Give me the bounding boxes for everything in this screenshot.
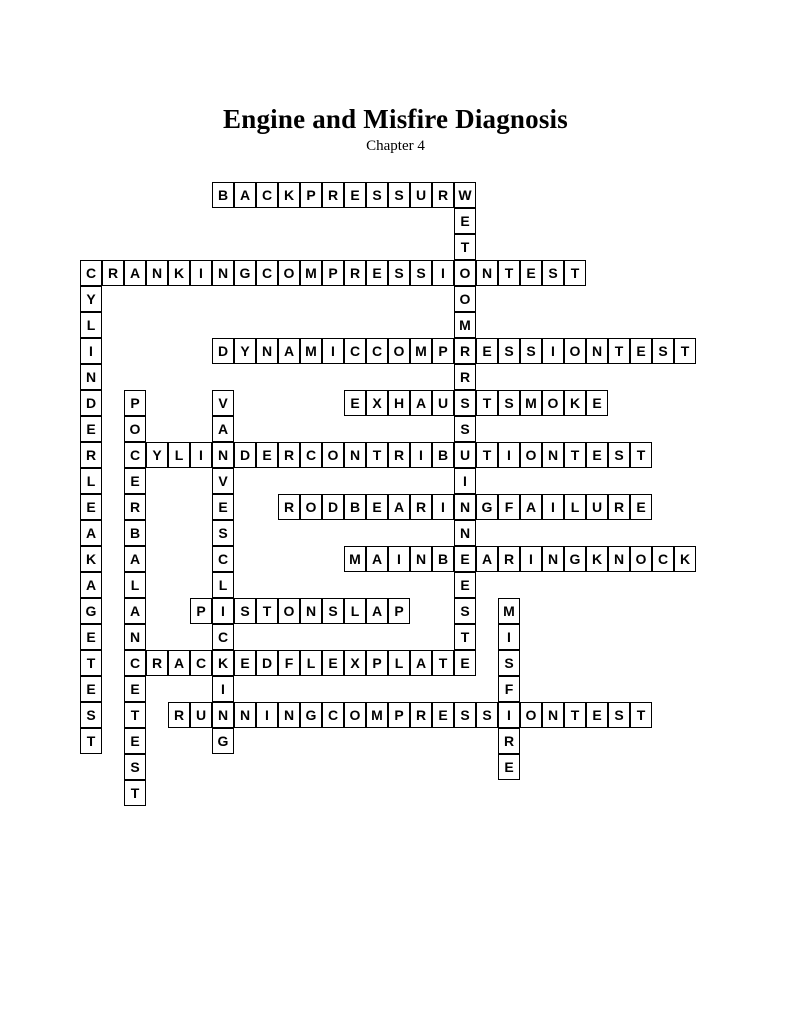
crossword-cell: I [410,442,432,468]
crossword-cell: W [454,182,476,208]
crossword-cell: D [212,338,234,364]
crossword-cell: O [564,338,586,364]
crossword-cell: T [630,442,652,468]
crossword-cell: E [454,572,476,598]
crossword-cell: E [630,338,652,364]
crossword-cell: P [388,702,410,728]
crossword-cell: A [124,260,146,286]
crossword-cell: C [212,624,234,650]
crossword-cell: E [432,702,454,728]
crossword-cell: I [520,546,542,572]
crossword-cell: R [168,702,190,728]
crossword-cell: C [124,442,146,468]
crossword-cell: R [146,650,168,676]
crossword-cell: I [80,338,102,364]
crossword-cell: S [124,754,146,780]
crossword-cell: E [630,494,652,520]
crossword-cell: T [124,780,146,806]
crossword-cell: I [432,494,454,520]
crossword-cell: O [388,338,410,364]
crossword-cell: I [256,702,278,728]
crossword-cell: A [520,494,542,520]
crossword-cell: R [498,728,520,754]
crossword-cell: V [212,390,234,416]
crossword-cell: S [410,260,432,286]
crossword-cell: O [124,416,146,442]
crossword-cell: I [388,546,410,572]
crossword-cell: I [454,468,476,494]
crossword-cell: U [410,182,432,208]
crossword-cell: R [322,182,344,208]
crossword-cell: I [190,442,212,468]
crossword-cell: O [278,598,300,624]
crossword-cell: T [80,728,102,754]
crossword-cell: H [388,390,410,416]
crossword-cell: G [476,494,498,520]
crossword-cell: P [366,650,388,676]
crossword-cell: O [630,546,652,572]
crossword-cell: M [300,338,322,364]
crossword-cell: I [432,260,454,286]
crossword-cell: E [80,416,102,442]
crossword-cell: R [80,442,102,468]
crossword-cell: S [476,702,498,728]
crossword-cell: T [476,442,498,468]
crossword-cell: L [212,572,234,598]
crossword-cell: N [212,702,234,728]
crossword-cell: E [454,650,476,676]
crossword-cell: C [652,546,674,572]
crossword-cell: L [80,312,102,338]
crossword-cell: R [498,546,520,572]
crossword-cell: K [80,546,102,572]
crossword-cell: N [476,260,498,286]
crossword-cell: R [124,494,146,520]
crossword-cell: S [322,598,344,624]
crossword-cell: T [366,442,388,468]
crossword-cell: E [454,208,476,234]
crossword-cell: S [498,338,520,364]
crossword-cell: S [80,702,102,728]
crossword-cell: M [520,390,542,416]
crossword-cell: T [454,234,476,260]
crossword-cell: F [498,676,520,702]
crossword-cell: K [674,546,696,572]
crossword-cell: C [344,338,366,364]
crossword-cell: N [212,260,234,286]
crossword-cell: E [124,728,146,754]
crossword-cell: X [366,390,388,416]
crossword-cell: A [366,598,388,624]
crossword-cell: E [586,390,608,416]
crossword-cell: P [300,182,322,208]
crossword-cell: E [212,494,234,520]
crossword-cell: I [498,702,520,728]
crossword-cell: T [80,650,102,676]
crossword-cell: F [278,650,300,676]
crossword-cell: A [124,546,146,572]
crossword-cell: N [542,546,564,572]
crossword-cell: D [256,650,278,676]
crossword-cell: I [498,624,520,650]
crossword-cell: G [234,260,256,286]
crossword-cell: I [322,338,344,364]
crossword-cell: E [322,650,344,676]
crossword-cell: N [278,702,300,728]
crossword-cell: K [212,650,234,676]
crossword-cell: R [388,442,410,468]
crossword-cell: E [80,676,102,702]
crossword-cell: P [432,338,454,364]
crossword-cell: O [344,702,366,728]
crossword-cell: U [432,390,454,416]
crossword-cell: K [278,182,300,208]
crossword-cell: N [256,338,278,364]
crossword-cell: T [124,702,146,728]
crossword-cell: T [564,702,586,728]
crossword-cell: E [476,338,498,364]
crossword-cell: T [608,338,630,364]
crossword-cell: N [300,598,322,624]
crossword-cell: D [322,494,344,520]
crossword-cell: T [564,442,586,468]
crossword-cell: U [190,702,212,728]
crossword-cell: I [498,442,520,468]
crossword-cell: A [366,546,388,572]
crossword-cell: E [234,650,256,676]
crossword-cell: T [476,390,498,416]
crossword-cell: C [256,182,278,208]
crossword-cell: D [234,442,256,468]
crossword-cell: T [630,702,652,728]
crossword-cell: R [102,260,124,286]
crossword-cell: M [366,702,388,728]
crossword-cell: E [80,494,102,520]
crossword-cell: R [410,494,432,520]
page-title: Engine and Misfire Diagnosis [223,104,568,134]
crossword-cell: N [410,546,432,572]
crossword-cell: E [256,442,278,468]
crossword-cell: A [278,338,300,364]
crossword-cell: V [212,468,234,494]
crossword-cell: B [344,494,366,520]
crossword-cell: S [608,442,630,468]
crossword-cell: T [432,650,454,676]
crossword-cell: N [454,494,476,520]
crossword-cell: U [586,494,608,520]
crossword-cell: O [542,390,564,416]
crossword-cell: T [564,260,586,286]
crossword-cell: T [256,598,278,624]
crossword-cell: S [234,598,256,624]
crossword-cell: O [322,442,344,468]
crossword-cell: M [410,338,432,364]
crossword-cell: A [124,598,146,624]
crossword-cell: K [564,390,586,416]
crossword-cell: E [344,182,366,208]
crossword-cell: E [586,702,608,728]
crossword-cell: A [234,182,256,208]
crossword-cell: C [124,650,146,676]
crossword-cell: S [388,182,410,208]
crossword-cell: L [344,598,366,624]
crossword-cell: S [366,182,388,208]
crossword-cell: I [212,676,234,702]
crossword-cell: N [124,624,146,650]
crossword-cell: E [124,676,146,702]
crossword-cell: S [498,390,520,416]
crossword-cell: O [454,260,476,286]
crossword-cell: R [410,702,432,728]
crossword-cell: M [344,546,366,572]
crossword-cell: N [344,442,366,468]
crossword-cell: A [80,520,102,546]
crossword-cell: O [454,286,476,312]
crossword-cell: B [432,442,454,468]
crossword-cell: N [212,442,234,468]
crossword-cell: N [608,546,630,572]
crossword-cell: T [498,260,520,286]
crossword-cell: L [388,650,410,676]
crossword-cell: T [674,338,696,364]
crossword-cell: M [498,598,520,624]
crossword-cell: K [586,546,608,572]
crossword-cell: S [498,650,520,676]
crossword-cell: C [366,338,388,364]
crossword-cell: E [80,624,102,650]
crossword-cell: P [322,260,344,286]
crossword-cell: N [454,520,476,546]
crossword-cell: R [454,338,476,364]
crossword-cell: C [190,650,212,676]
crossword-cell: E [454,546,476,572]
page-subtitle: Chapter 4 [366,138,425,154]
crossword-cell: T [454,624,476,650]
crossword-cell: K [168,260,190,286]
crossword-cell: S [388,260,410,286]
crossword-cell: A [80,572,102,598]
crossword-cell: R [344,260,366,286]
crossword-cell: P [190,598,212,624]
crossword-cell: S [520,338,542,364]
crossword-cell: N [586,338,608,364]
crossword-cell: F [498,494,520,520]
crossword-cell: E [498,754,520,780]
crossword-cell: G [564,546,586,572]
crossword-cell: D [80,390,102,416]
crossword-cell: L [80,468,102,494]
crossword-cell: R [454,364,476,390]
crossword-cell: L [168,442,190,468]
crossword-cell: E [520,260,542,286]
crossword-cell: I [542,338,564,364]
crossword-cell: I [190,260,212,286]
crossword-cell: P [124,390,146,416]
crossword-cell: C [256,260,278,286]
crossword-cell: L [564,494,586,520]
crossword-cell: L [124,572,146,598]
crossword-cell: N [80,364,102,390]
crossword-cell: G [212,728,234,754]
crossword-cell: M [300,260,322,286]
crossword-cell: N [542,442,564,468]
crossword-cell: R [278,442,300,468]
crossword-cell: Y [234,338,256,364]
crossword-cell: Y [146,442,168,468]
crossword-cell: G [300,702,322,728]
crossword-cell: E [366,260,388,286]
crossword-cell: U [454,442,476,468]
crossword-cell: E [366,494,388,520]
crossword-cell: S [454,390,476,416]
crossword-cell: X [344,650,366,676]
crossword-cell: A [410,390,432,416]
crossword-cell: R [432,182,454,208]
crossword-cell: N [542,702,564,728]
crossword-cell: S [542,260,564,286]
crossword-cell: R [278,494,300,520]
crossword-cell: A [410,650,432,676]
crossword-cell: S [454,702,476,728]
crossword-cell: A [168,650,190,676]
crossword-cell: A [476,546,498,572]
crossword-cell: S [212,520,234,546]
crossword-grid [80,182,720,801]
crossword-cell: O [300,494,322,520]
crossword-cell: O [278,260,300,286]
crossword-cell: E [586,442,608,468]
crossword-cell: N [146,260,168,286]
crossword-cell: C [322,702,344,728]
crossword-cell: B [124,520,146,546]
crossword-cell: N [234,702,256,728]
crossword-cell: S [608,702,630,728]
crossword-cell: S [454,598,476,624]
crossword-cell: G [80,598,102,624]
crossword-cell: C [212,546,234,572]
crossword-cell: B [432,546,454,572]
crossword-cell: E [124,468,146,494]
crossword-cell: C [300,442,322,468]
crossword-cell: C [80,260,102,286]
crossword-cell: E [344,390,366,416]
crossword-cell: Y [80,286,102,312]
crossword-cell: I [212,598,234,624]
crossword-cell: S [652,338,674,364]
crossword-cell: I [542,494,564,520]
crossword-cell: O [520,442,542,468]
crossword-cell: O [520,702,542,728]
crossword-cell: M [454,312,476,338]
crossword-cell: A [212,416,234,442]
crossword-cell: S [454,416,476,442]
crossword-cell: R [608,494,630,520]
crossword-cell: B [212,182,234,208]
crossword-cell: P [388,598,410,624]
crossword-cell: L [300,650,322,676]
crossword-cell: A [388,494,410,520]
